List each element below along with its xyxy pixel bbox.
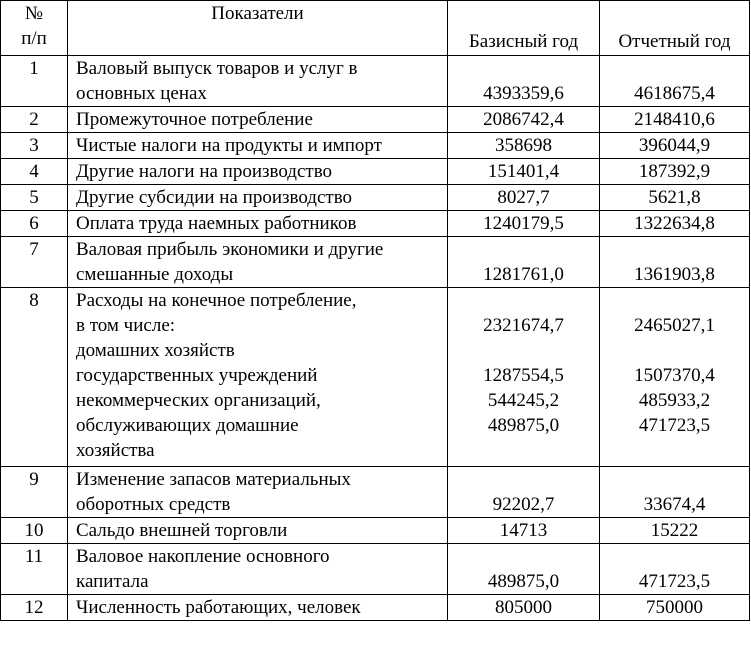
row-label (68, 237, 448, 288)
row-label: Другие субсидии на производство (68, 185, 448, 211)
table-row (1, 107, 750, 133)
row-label: Промежуточное потребление (68, 107, 448, 133)
row-report-value: 15222 (600, 518, 750, 544)
header-indicator: Показатели (68, 1, 448, 56)
row-label: Оплата труда наемных работников (68, 211, 448, 237)
table-row (1, 211, 750, 237)
row-label-line: капитала (76, 571, 149, 592)
row-num: 4 (1, 159, 68, 185)
row-value-line: 489875,0 (487, 415, 560, 436)
row-report-value: 33674,4 (600, 467, 750, 518)
row-base-value: 1281761,0 (448, 237, 600, 288)
row-label: Сальдо внешней торговли (68, 518, 448, 544)
table-row (1, 467, 750, 518)
row-base-value: 489875,0 (448, 544, 600, 595)
row-num: 12 (1, 595, 68, 621)
row-report-value (600, 288, 750, 467)
table-row (1, 159, 750, 185)
row-base-value: 151401,4 (448, 159, 600, 185)
row-report-value: 187392,9 (600, 159, 750, 185)
row-label (68, 288, 448, 467)
row-label-line: домашних хозяйств (76, 340, 235, 361)
header-report-year: Отчетный год (600, 1, 750, 56)
header-num-symbol: № (24, 3, 44, 24)
row-label-line: оборотных средств (76, 494, 231, 515)
row-report-value: 471723,5 (600, 544, 750, 595)
row-label: Численность работающих, человек (68, 595, 448, 621)
row-label-line: в том числе: (76, 315, 176, 336)
row-base-value: 92202,7 (448, 467, 600, 518)
row-label: Другие налоги на производство (68, 159, 448, 185)
row-report-value: 2148410,6 (600, 107, 750, 133)
row-value-line: 2321674,7 (483, 315, 564, 336)
row-base-value: 4393359,6 (448, 56, 600, 107)
row-label-line: обслуживающих домашние (76, 415, 299, 436)
row-base-value: 358698 (448, 133, 600, 159)
row-report-value: 1361903,8 (600, 237, 750, 288)
row-value-line: 1507370,4 (634, 365, 715, 386)
row-num: 10 (1, 518, 68, 544)
row-label (68, 56, 448, 107)
table-row (1, 133, 750, 159)
row-num: 6 (1, 211, 68, 237)
row-value-line: 1287554,5 (483, 365, 564, 386)
table-row (1, 288, 750, 467)
table-row (1, 595, 750, 621)
row-num: 1 (1, 56, 68, 107)
row-value-line: 471723,5 (638, 415, 711, 436)
row-report-value: 396044,9 (600, 133, 750, 159)
row-label-line: Валовое накопление основного (76, 546, 330, 567)
row-num: 3 (1, 133, 68, 159)
row-label-line: государственных учреждений (76, 365, 318, 386)
row-num: 2 (1, 107, 68, 133)
row-report-value: 5621,8 (600, 185, 750, 211)
table-row (1, 56, 750, 107)
row-value-line: 544245,2 (487, 390, 560, 411)
row-report-value: 750000 (600, 595, 750, 621)
row-label-line: Валовый выпуск товаров и услуг в (76, 58, 358, 79)
header-base-year: Базисный год (448, 1, 600, 56)
row-num: 11 (1, 544, 68, 595)
table-row (1, 237, 750, 288)
row-base-value (448, 288, 600, 467)
row-label-line: хозяйства (76, 440, 155, 461)
table-row (1, 544, 750, 595)
row-label (68, 544, 448, 595)
row-num: 5 (1, 185, 68, 211)
row-base-value: 1240179,5 (448, 211, 600, 237)
row-label-line: Расходы на конечное потребление, (76, 290, 357, 311)
row-num: 8 (1, 288, 68, 467)
row-label-line: смешанные доходы (76, 264, 234, 285)
row-num: 7 (1, 237, 68, 288)
row-label-line: Изменение запасов материальных (76, 469, 351, 490)
row-base-value: 2086742,4 (448, 107, 600, 133)
row-report-value: 4618675,4 (600, 56, 750, 107)
row-value-line: 2465027,1 (634, 315, 715, 336)
row-value-line: 485933,2 (638, 390, 711, 411)
row-num: 9 (1, 467, 68, 518)
row-label (68, 467, 448, 518)
row-base-value: 805000 (448, 595, 600, 621)
row-base-value: 8027,7 (448, 185, 600, 211)
row-label: Чистые налоги на продукты и импорт (68, 133, 448, 159)
row-base-value: 14713 (448, 518, 600, 544)
table-row (1, 518, 750, 544)
row-label-line: некоммерческих организаций, (76, 390, 321, 411)
table-header-row (1, 1, 750, 56)
header-num (1, 1, 68, 56)
row-label-line: Валовая прибыль экономики и другие (76, 239, 384, 260)
row-label-line: основных ценах (76, 83, 207, 104)
table-row (1, 185, 750, 211)
row-report-value: 1322634,8 (600, 211, 750, 237)
header-num-abbr: п/п (21, 28, 47, 49)
